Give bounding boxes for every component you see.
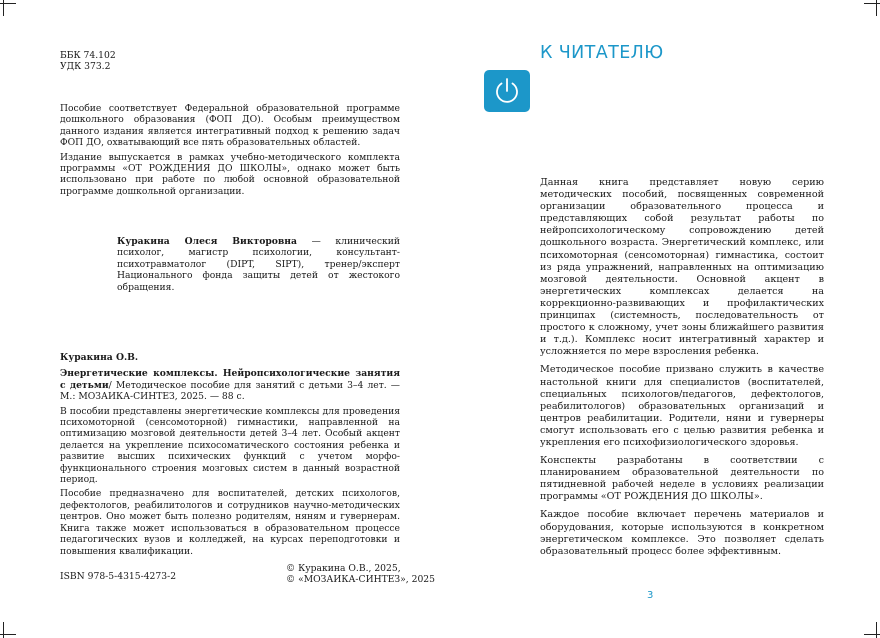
bibliographic-record: [60, 352, 400, 560]
intro-note: [60, 103, 400, 200]
copyright-notice: [286, 563, 435, 586]
biblio-rest: / Методическое пособие для занятий с детьми 3–4 лет. — М.: МОЗАИКА-СИНТЕЗ, 2025. — 88 с.: [60, 379, 400, 403]
copyright-line: © «МОЗАИКА-СИНТЕЗ», 2025: [286, 574, 435, 586]
biblio-author-heading: Куракина О.В.: [60, 352, 139, 363]
intro-paragraph: Издание выпускается в рамках учебно-методического комплекта программы «ОТ РОЖДЕНИЯ ДО ШКОЛЫ», однако может быть использовано при работе по любой основной образовательной программе дошкольной организации.: [60, 151, 400, 197]
annotation-paragraph: В пособии представлены энергетические комплексы для проведения психомоторной (сенсомоторной) гимнастики, направленной на оптимизацию мозговой деятельности детей 3–4 лет. Особый акцент делается на укрепление психосоматического состояния ребенка и развитие высших психических функций с учетом морфо-функционального строения мозговых систем в данный возрастной период.: [60, 405, 400, 486]
author-full-name: Куракина Олеся Викторовна: [117, 236, 297, 247]
author-description: — клинический психолог, магистр психологии, консультант-психотравматолог (DIPT, SIPT), тренер/эксперт Национального фонда защиты детей от жестокого обращения.: [117, 236, 400, 293]
page-number: 3: [647, 590, 654, 601]
foreword-body: [540, 177, 824, 564]
classification-codes: [60, 50, 116, 73]
page-title: К ЧИТАТЕЛЮ: [540, 43, 664, 63]
bbk-code: ББК 74.102: [60, 50, 116, 61]
foreword-paragraph: Каждое пособие включает перечень материалов и оборудования, которые используются в конкретном энергетическом комплексе. Это позволяет сделать образовательный процесс более эффективным.: [540, 509, 824, 557]
foreword-paragraph: Данная книга представляет новую серию методических пособий, посвященных современной организации образовательного процесса и представляющих собой результат работы по нейропсихологическому сопровождению детей дошкольного возраста. Энергетический комплекс, или психомоторная (сенсомоторная) гимнастика, состоит из ряда упражнений, направленных на оптимизацию мозговой деятельности. Основной акцент в энергетических комплексах делается на коррекционно-развивающих и профилактических принципах (системность, последовательность от простого к сложному, учет зоны ближайшего развития и т.д.). Комплекс носит интегративный характер и усложняется по мере взросления ребенка.: [540, 177, 824, 358]
intro-paragraph: Пособие соответствует Федеральной образовательной программе дошкольного образования (ФОП ДО). Особым преимуществом данного издания является интегративный подход к решению задач ФОП ДО, охватывающий все пять образовательных областей.: [60, 103, 400, 149]
isbn: ISBN 978-5-4315-4273-2: [60, 571, 177, 582]
copyright-line: © Куракина О.В., 2025,: [286, 563, 401, 574]
foreword-paragraph: Методическое пособие призвано служить в качестве настольной книги для специалистов (воспитателей, специальных психологов/педагогов, дефектологов, реабилитологов) образовательных организаций и центров реабилитации. Родители, няни и гувернеры смогут использовать его с целью развития ребенка и укрепления его психофизиологического здоровья.: [540, 364, 824, 448]
author-info: [117, 236, 400, 296]
udk-code: УДК 373.2: [60, 61, 111, 73]
foreword-paragraph: Конспекты разработаны в соответствии с планированием образовательной деятельности по пятидневной рабочей неделе в условиях реализации программы «ОТ РОЖДЕНИЯ ДО ШКОЛЫ».: [540, 455, 824, 503]
power-icon: [484, 70, 530, 112]
annotation-paragraph: Пособие предназначено для воспитателей, детских психологов, дефектологов, реабилитологов и сотрудников научно-методических центров. Оно может быть полезно родителям, няням и гувернерам. Книга также может использоваться в образовательном процессе педагогических вузов и колледжей, на курсах переподготовки и повышения квалификации.: [60, 488, 400, 557]
biblio-title: Энергетические комплексы. Нейропсихологические занятия с детьми: [60, 368, 400, 391]
